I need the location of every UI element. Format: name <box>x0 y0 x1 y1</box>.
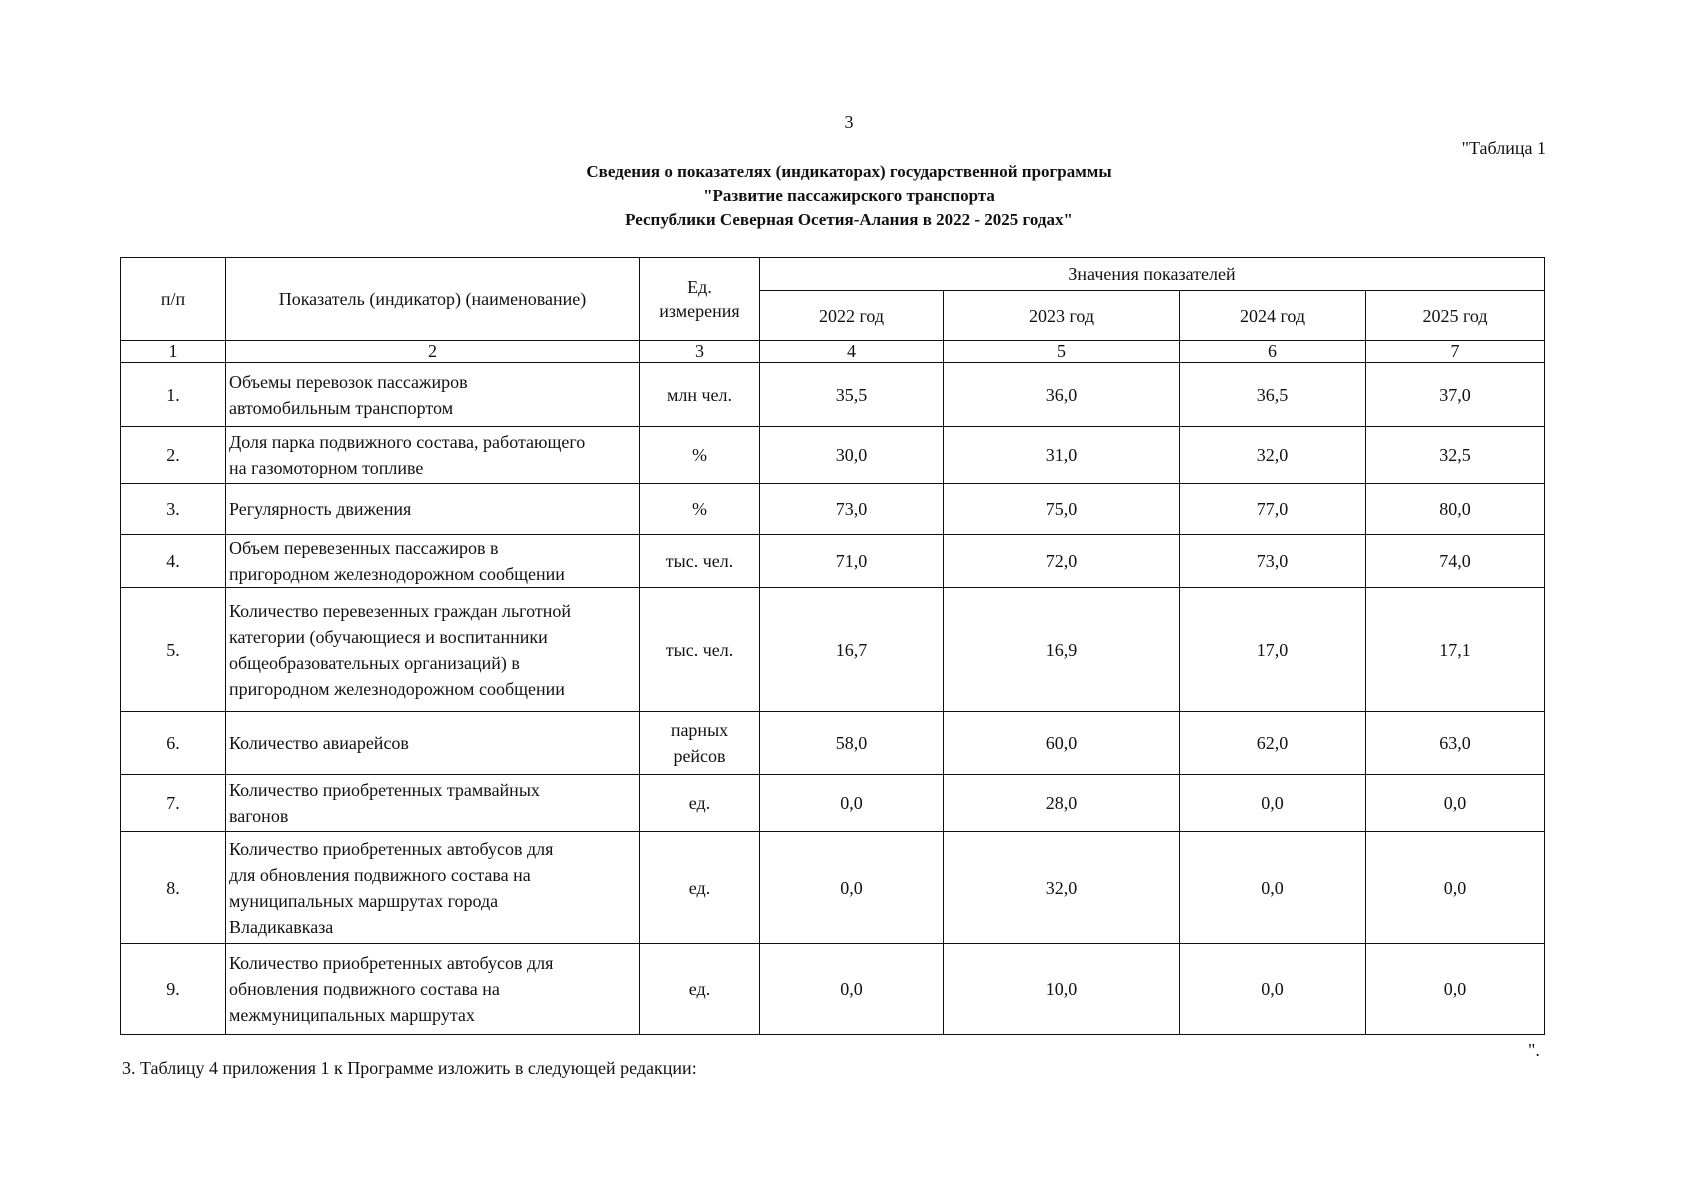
indicator-name-line: Количество приобретенных автобусов для <box>229 838 554 859</box>
value-cell: 30,0 <box>760 427 944 484</box>
indicator-name-line: Количество приобретенных автобусов для <box>229 953 554 973</box>
indicator-name-line: Владикавказа <box>229 916 334 937</box>
indicator-name <box>226 535 640 588</box>
value-cell: 16,7 <box>760 588 944 712</box>
unit-cell <box>640 712 760 775</box>
indicator-name <box>226 484 640 535</box>
column-number: 5 <box>944 341 1180 363</box>
value-cell: 16,9 <box>944 588 1180 712</box>
column-number: 6 <box>1180 341 1366 363</box>
title-line-2: "Развитие пассажирского транспорта <box>703 186 995 205</box>
value-cell: 36,0 <box>944 363 1180 427</box>
value-cell: 75,0 <box>944 484 1180 535</box>
row-number: 3. <box>121 484 226 535</box>
indicator-name-line: Количество перевезенных граждан льготной <box>229 600 571 621</box>
value-cell: 60,0 <box>944 712 1180 775</box>
indicator-name-line: категории (обучающиеся и воспитанники <box>229 626 548 647</box>
value-cell: 0,0 <box>1180 775 1366 832</box>
table-reference: "Таблица 1 <box>1461 138 1546 158</box>
row-number: 4. <box>121 535 226 588</box>
unit-cell <box>640 535 760 588</box>
header-year-2022: 2022 год <box>760 291 944 341</box>
header-year-2023: 2023 год <box>944 291 1180 341</box>
header-num: п/п <box>121 258 226 341</box>
value-cell: 58,0 <box>760 712 944 775</box>
value-cell: 77,0 <box>1180 484 1366 535</box>
indicator-name <box>226 588 640 712</box>
indicator-name-line: вагонов <box>229 806 289 826</box>
row-number: 9. <box>121 944 226 1035</box>
page-number: 3 <box>844 112 854 132</box>
header-year-2024: 2024 год <box>1180 291 1366 341</box>
value-cell: 32,0 <box>944 832 1180 944</box>
table-row <box>121 363 1545 427</box>
indicator-name <box>226 712 640 775</box>
unit-cell <box>640 944 760 1035</box>
table-row <box>121 832 1545 944</box>
value-cell: 0,0 <box>1366 832 1545 944</box>
column-number: 7 <box>1366 341 1545 363</box>
closing-quote: ". <box>1528 1040 1540 1060</box>
table-row <box>121 712 1545 775</box>
column-number: 3 <box>640 341 760 363</box>
indicator-name-line: Объем перевезенных пассажиров в <box>229 538 499 558</box>
indicator-name-line: межмуниципальных маршрутах <box>229 1005 475 1025</box>
value-cell: 0,0 <box>1180 832 1366 944</box>
value-cell: 80,0 <box>1366 484 1545 535</box>
indicator-name-line: общеобразовательных организаций) в <box>229 652 520 673</box>
value-cell: 0,0 <box>760 944 944 1035</box>
title-line-3: Республики Северная Осетия-Алания в 2022 - 2025 годах" <box>625 210 1073 229</box>
header-unit-line-2: измерения <box>659 301 740 321</box>
unit-cell <box>640 775 760 832</box>
value-cell: 10,0 <box>944 944 1180 1035</box>
unit-line: парных <box>670 720 729 740</box>
value-cell: 0,0 <box>760 775 944 832</box>
indicator-name-line: Доля парка подвижного состава, работающего <box>229 432 586 452</box>
row-number: 8. <box>121 832 226 944</box>
unit-line: ед. <box>688 877 711 898</box>
unit-line: млн чел. <box>666 384 733 405</box>
footer-note: 3. Таблицу 4 приложения 1 к Программе изложить в следующей редакции: <box>122 1058 697 1078</box>
value-cell: 37,0 <box>1366 363 1545 427</box>
unit-line: ед. <box>688 793 711 813</box>
unit-cell <box>640 427 760 484</box>
value-cell: 72,0 <box>944 535 1180 588</box>
column-number: 4 <box>760 341 944 363</box>
indicator-name-line: Объемы перевозок пассажиров <box>229 371 468 392</box>
indicator-name <box>226 944 640 1035</box>
unit-line: тыс. чел. <box>665 551 734 571</box>
header-year-2025: 2025 год <box>1366 291 1545 341</box>
table-row <box>121 427 1545 484</box>
value-cell: 62,0 <box>1180 712 1366 775</box>
header-unit-line-1: Ед. <box>687 277 712 297</box>
document-title <box>0 160 1698 232</box>
value-cell: 63,0 <box>1366 712 1545 775</box>
value-cell: 32,0 <box>1180 427 1366 484</box>
value-cell: 17,0 <box>1180 588 1366 712</box>
header-unit <box>640 258 760 341</box>
value-cell: 17,1 <box>1366 588 1545 712</box>
table-row <box>121 535 1545 588</box>
row-number: 1. <box>121 363 226 427</box>
value-cell: 35,5 <box>760 363 944 427</box>
indicators-table <box>120 257 1545 1035</box>
indicator-name-line: пригородном железнодорожном сообщении <box>229 678 565 699</box>
value-cell: 0,0 <box>1366 944 1545 1035</box>
row-number: 2. <box>121 427 226 484</box>
indicator-name <box>226 427 640 484</box>
row-number: 5. <box>121 588 226 712</box>
indicator-name-line: Количество авиарейсов <box>229 733 409 753</box>
column-number: 1 <box>121 341 226 363</box>
indicator-name <box>226 832 640 944</box>
indicator-name-line: на газомоторном топливе <box>229 458 424 478</box>
unit-cell <box>640 363 760 427</box>
unit-line: % <box>692 499 707 519</box>
table-row <box>121 484 1545 535</box>
indicator-name-line: обновления подвижного состава на <box>229 979 500 999</box>
value-cell: 28,0 <box>944 775 1180 832</box>
title-line-1: Сведения о показателях (индикаторах) государственной программы <box>586 162 1112 181</box>
unit-cell <box>640 832 760 944</box>
value-cell: 0,0 <box>760 832 944 944</box>
indicator-name <box>226 363 640 427</box>
header-row-1 <box>121 258 1545 291</box>
header-name: Показатель (индикатор) (наименование) <box>226 258 640 341</box>
column-numbers-row <box>121 341 1545 363</box>
row-number: 7. <box>121 775 226 832</box>
table-row <box>121 775 1545 832</box>
unit-line: % <box>692 445 707 465</box>
unit-cell <box>640 484 760 535</box>
indicator-name-line: Регулярность движения <box>229 499 412 519</box>
value-cell: 31,0 <box>944 427 1180 484</box>
value-cell: 73,0 <box>1180 535 1366 588</box>
row-number: 6. <box>121 712 226 775</box>
indicator-name-line: муниципальных маршрутах города <box>229 890 499 911</box>
value-cell: 0,0 <box>1180 944 1366 1035</box>
indicator-name-line: Количество приобретенных трамвайных <box>229 780 540 800</box>
value-cell: 36,5 <box>1180 363 1366 427</box>
column-number: 2 <box>226 341 640 363</box>
header-values: Значения показателей <box>760 258 1545 291</box>
unit-cell <box>640 588 760 712</box>
indicator-name-line: пригородном железнодорожном сообщении <box>229 564 565 584</box>
value-cell: 71,0 <box>760 535 944 588</box>
value-cell: 73,0 <box>760 484 944 535</box>
indicator-name-line: для обновления подвижного состава на <box>229 864 531 885</box>
unit-line: рейсов <box>673 746 726 766</box>
unit-line: ед. <box>688 979 711 999</box>
indicator-name <box>226 775 640 832</box>
value-cell: 74,0 <box>1366 535 1545 588</box>
table-row <box>121 588 1545 712</box>
value-cell: 32,5 <box>1366 427 1545 484</box>
value-cell: 0,0 <box>1366 775 1545 832</box>
indicator-name-line: автомобильным транспортом <box>229 397 454 418</box>
table-row <box>121 944 1545 1035</box>
unit-line: тыс. чел. <box>665 639 734 660</box>
